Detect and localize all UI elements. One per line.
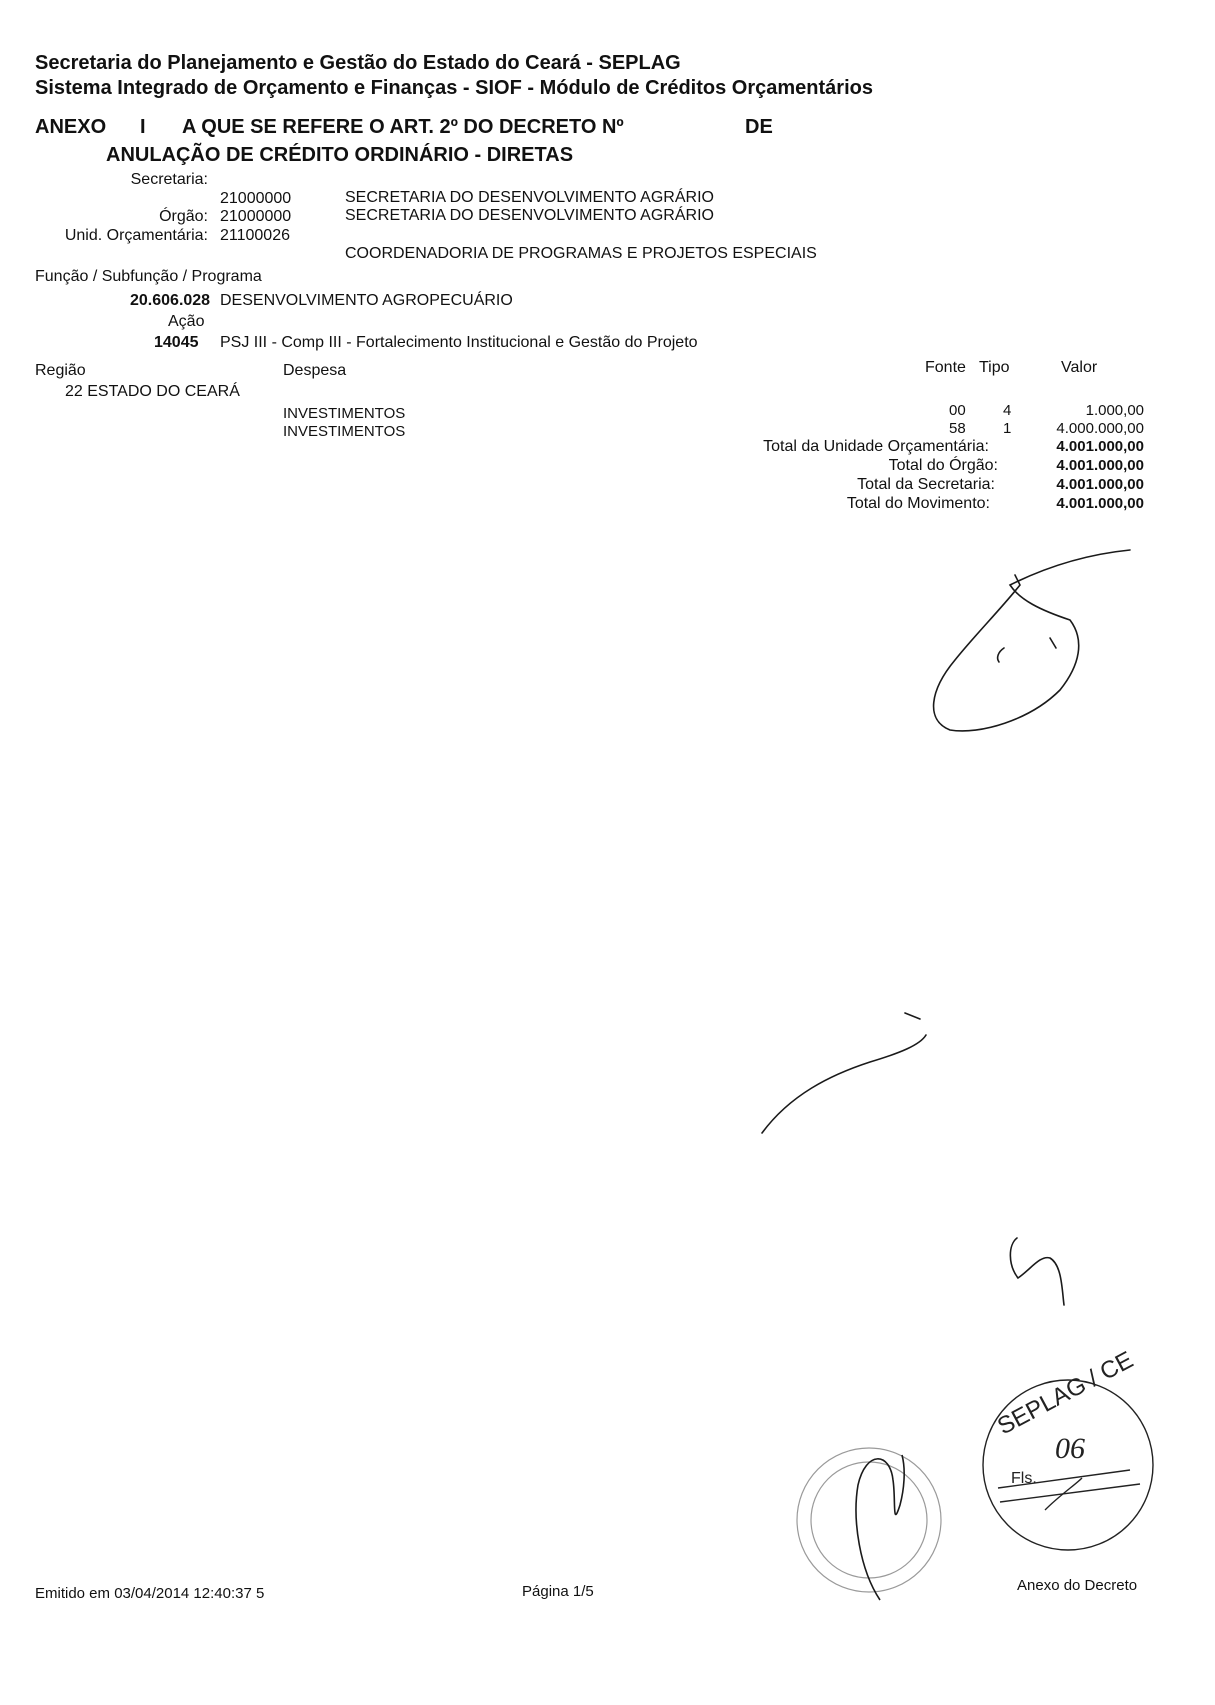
header-valor: Valor [1061,359,1098,376]
row-1-tipo: 4 [1003,402,1012,419]
acao-code: 14045 [154,334,199,351]
total-unidade-value: 4.001.000,00 [1056,438,1144,455]
acao-name: PSJ III - Comp III - Fortalecimento Institucional e Gestão do Projeto [220,334,698,351]
footer-anexo-decreto: Anexo do Decreto [1017,1577,1138,1594]
orgao-code: 21000000 [220,208,292,225]
total-secretaria-value: 4.001.000,00 [1056,476,1144,493]
row-2-tipo: 1 [1003,420,1012,437]
total-unidade-label: Total da Unidade Orçamentária: [763,438,989,455]
total-movimento-label: Total do Movimento: [846,495,990,512]
row-2-despesa: INVESTIMENTOS [283,423,406,440]
header-regiao: Região [35,362,86,379]
document-subtitle: ANULAÇÃO DE CRÉDITO ORDINÁRIO - DIRETAS [106,144,574,166]
orgao-label: Órgão: [159,208,208,225]
round-stamp-left [797,1448,941,1592]
stamp-fls-lettering: Fls. [1011,1470,1037,1487]
programa-label: Função / Subfunção / Programa [35,268,262,285]
total-secretaria-label: Total da Secretaria: [857,476,995,493]
unid-label: Unid. Orçamentária: [64,227,208,244]
unid-name: COORDENADORIA DE PROGRAMAS E PROJETOS ESPECIAIS [345,245,817,262]
signature-initials [934,550,1130,731]
row-2-valor: 4.000.000,00 [1056,420,1144,437]
signature-tick [1050,638,1056,648]
total-movimento-value: 4.001.000,00 [1056,495,1144,512]
programa-code: 20.606.028 [130,292,211,309]
regiao-value: 22 ESTADO DO CEARÁ [65,383,240,400]
anexo-reference: A QUE SE REFERE O ART. 2º DO DECRETO Nº [182,116,624,138]
anexo-label: ANEXO [35,116,107,138]
header-tipo: Tipo [979,359,1010,376]
stamp-number-lettering: 06 [1055,1432,1085,1465]
header-line-1: Secretaria do Planejamento e Gestão do Estado do Ceará - SEPLAG [35,52,681,74]
secretaria-name: SECRETARIA DO DESENVOLVIMENTO AGRÁRIO [345,189,714,206]
footer-emitido: Emitido em 03/04/2014 12:40:37 5 [35,1585,265,1602]
row-1-despesa: INVESTIMENTOS [283,405,406,422]
footer-pagina: Página 1/5 [522,1583,594,1600]
acao-label: Ação [168,313,205,330]
signature-hook [998,648,1004,662]
orgao-name: SECRETARIA DO DESENVOLVIMENTO AGRÁRIO [345,207,714,224]
header-despesa: Despesa [283,362,347,379]
secretaria-label: Secretaria: [130,171,208,188]
pen-stroke [762,1035,926,1133]
row-2-fonte: 58 [949,420,966,437]
row-1-fonte: 00 [949,402,966,419]
stamp-seplag-lettering: SEPLAG / CE [993,1346,1138,1441]
header-line-2: Sistema Integrado de Orçamento e Finanças - SIOF - Módulo de Créditos Orçamentários [35,77,873,99]
row-1-valor: 1.000,00 [1085,402,1144,419]
anexo-number: I [140,116,146,138]
programa-name: DESENVOLVIMENTO AGROPECUÁRIO [220,292,513,309]
unid-code: 21100026 [220,227,290,244]
header-fonte: Fonte [925,359,966,376]
pen-dash [905,1013,920,1019]
total-orgao-label: Total do Órgão: [888,457,998,474]
total-orgao-value: 4.001.000,00 [1056,457,1144,474]
small-initial [1010,1238,1064,1305]
secretaria-code: 21000000 [220,190,292,207]
anexo-de: DE [745,116,773,138]
